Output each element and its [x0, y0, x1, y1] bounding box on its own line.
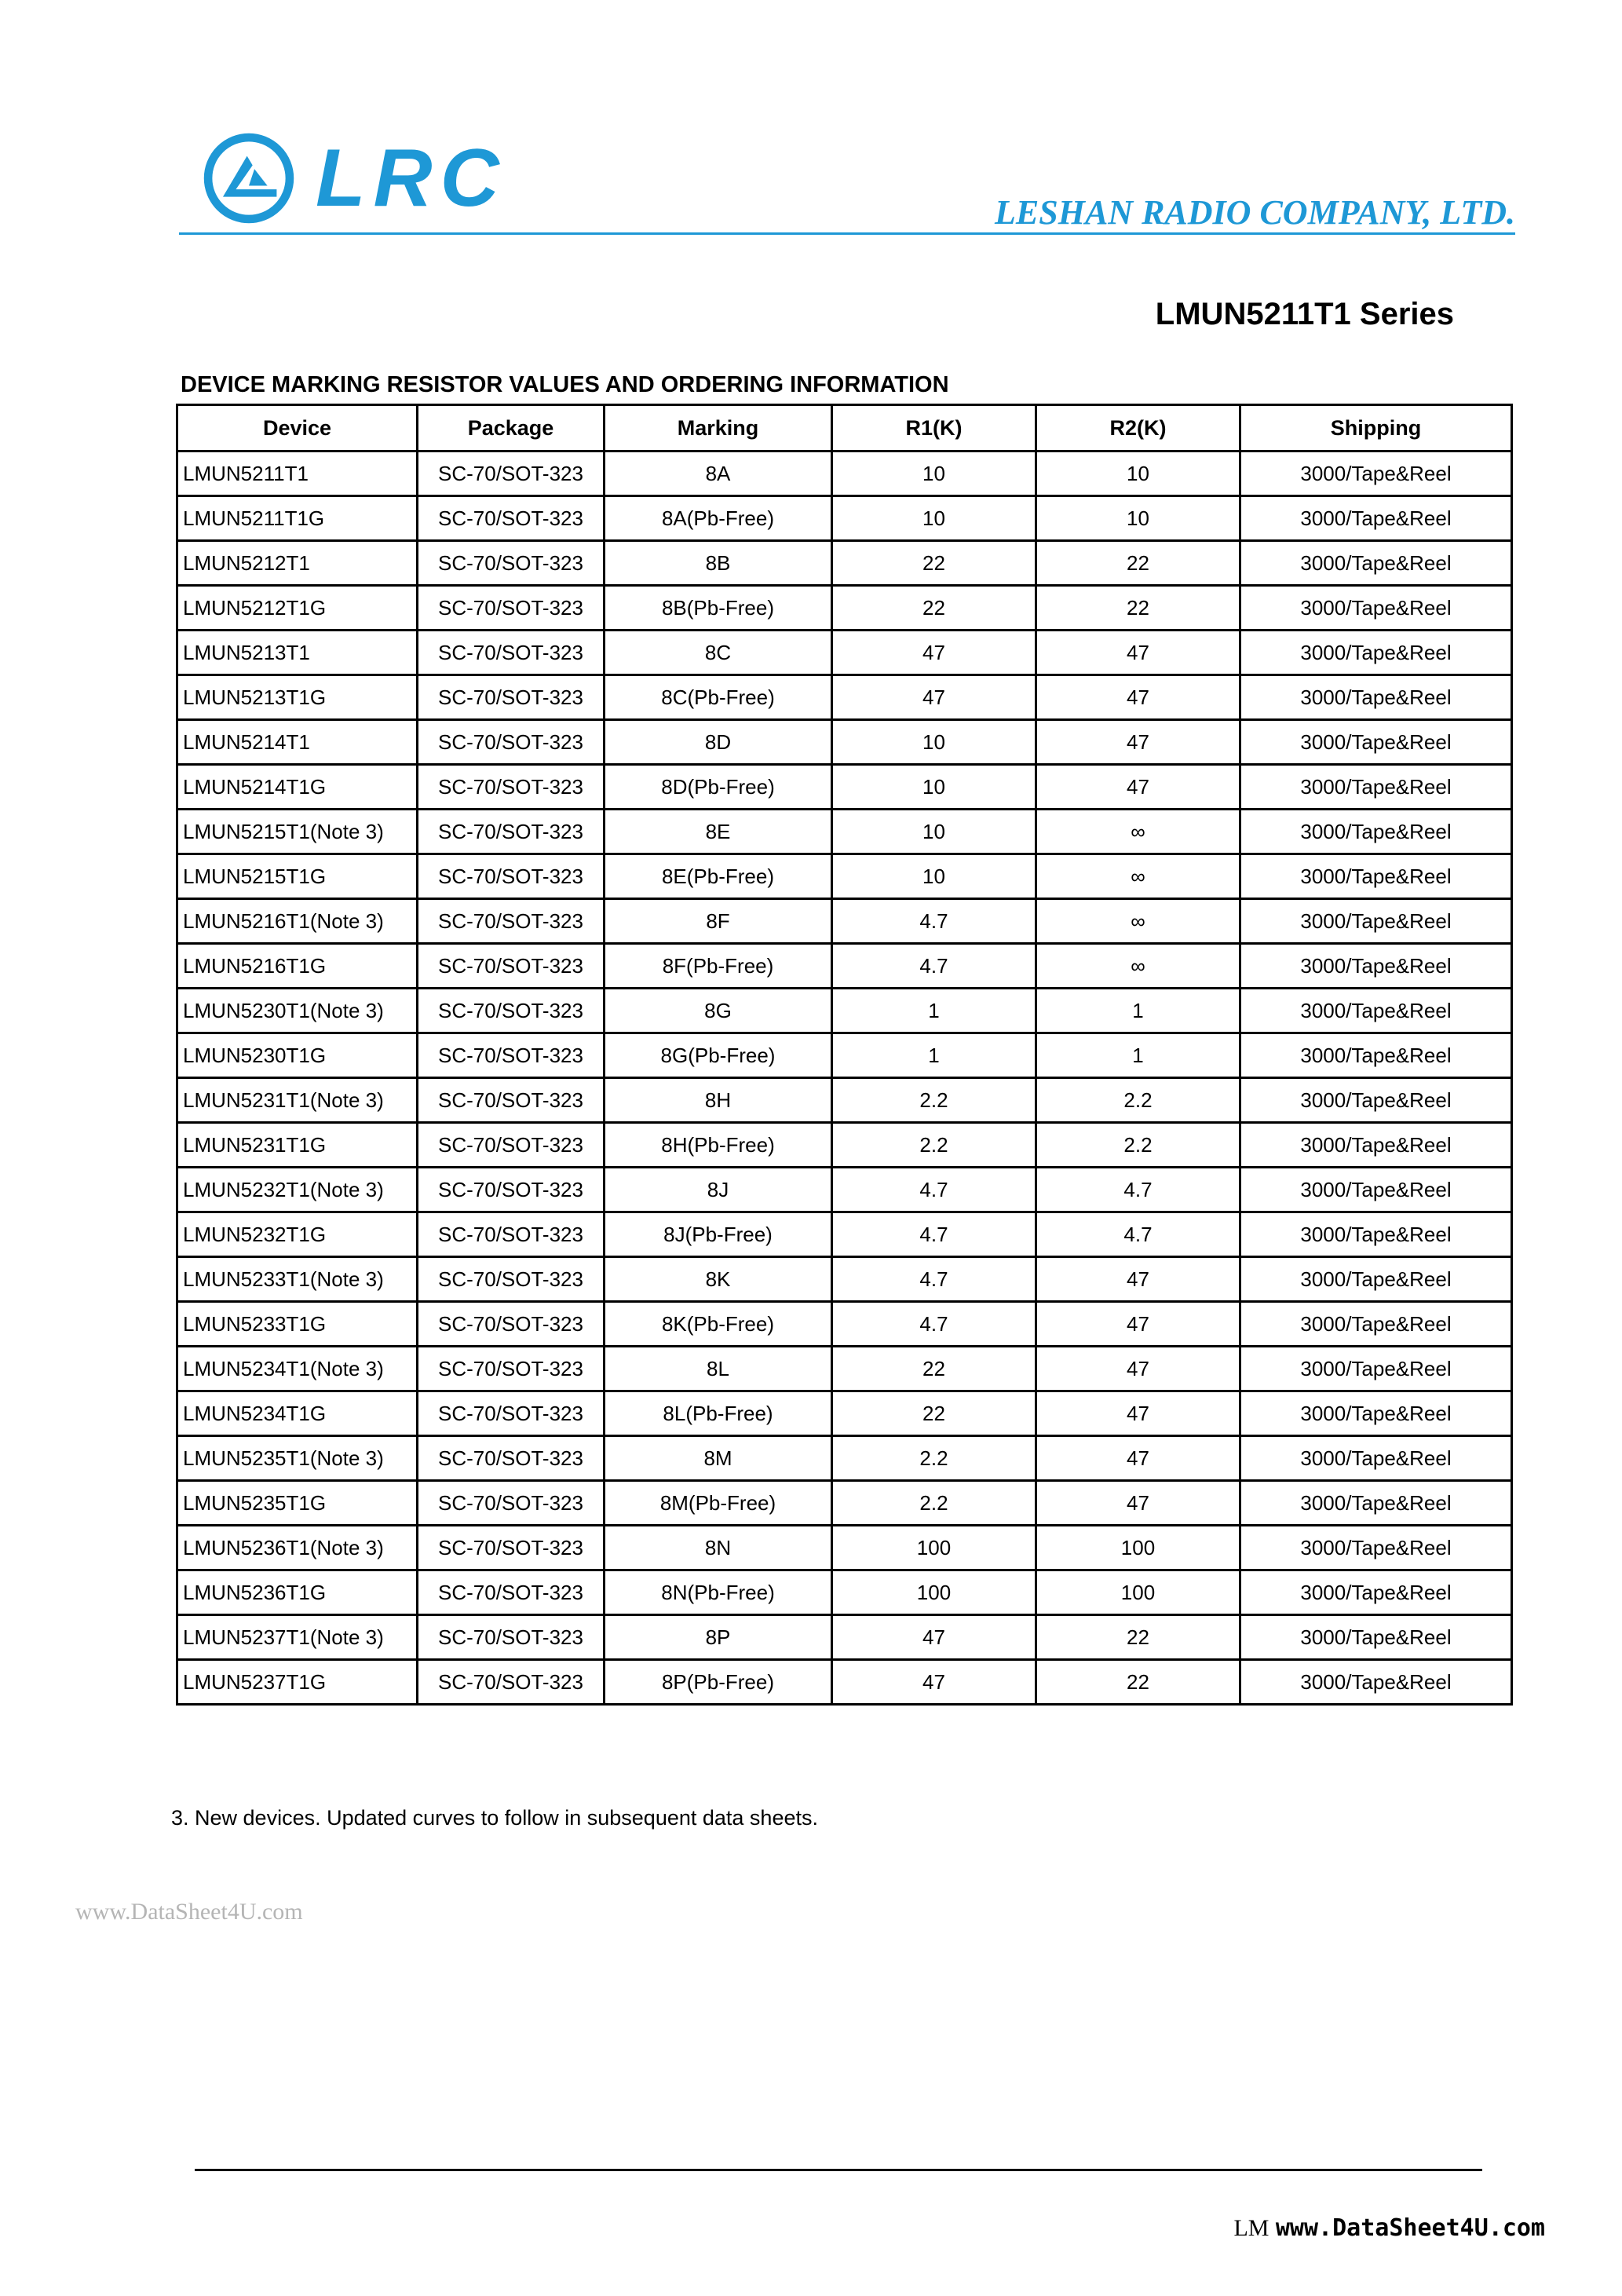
table-cell: 47 [1036, 1436, 1240, 1481]
table-cell: 22 [1036, 1660, 1240, 1705]
table-cell: 3000/Tape&Reel [1240, 452, 1512, 496]
table-cell: 22 [832, 1347, 1036, 1391]
table-cell: 3000/Tape&Reel [1240, 944, 1512, 989]
table-cell: 2.2 [832, 1123, 1036, 1168]
table-cell: SC-70/SOT-323 [418, 1481, 605, 1526]
table-cell: 3000/Tape&Reel [1240, 989, 1512, 1033]
table-cell: 3000/Tape&Reel [1240, 1257, 1512, 1302]
lrc-logo-icon [203, 132, 295, 225]
table-cell: 8G [605, 989, 832, 1033]
table-row [177, 1391, 1512, 1436]
table-cell: 47 [1036, 1302, 1240, 1347]
table-cell: 10 [832, 720, 1036, 765]
company-name: LESHAN RADIO COMPANY, LTD. [995, 193, 1515, 232]
column-header: Marking [605, 405, 832, 452]
table-cell: LMUN5231T1(Note 3) [177, 1078, 418, 1123]
table-cell: 8M(Pb-Free) [605, 1481, 832, 1526]
table-cell: 3000/Tape&Reel [1240, 1660, 1512, 1705]
table-cell: 3000/Tape&Reel [1240, 1302, 1512, 1347]
table-cell: SC-70/SOT-323 [418, 541, 605, 586]
table-cell: 8H [605, 1078, 832, 1123]
table-cell: 100 [832, 1526, 1036, 1570]
table-cell: LMUN5234T1G [177, 1391, 418, 1436]
table-cell: 22 [1036, 1615, 1240, 1660]
table-cell: SC-70/SOT-323 [418, 720, 605, 765]
table-cell: 2.2 [832, 1436, 1036, 1481]
table-cell: LMUN5216T1G [177, 944, 418, 989]
table-row [177, 452, 1512, 496]
table-cell: 8C(Pb-Free) [605, 675, 832, 720]
table-cell: 8G(Pb-Free) [605, 1033, 832, 1078]
table-cell: 10 [1036, 452, 1240, 496]
table-cell: 47 [832, 631, 1036, 675]
table-row [177, 1212, 1512, 1257]
table-cell: 3000/Tape&Reel [1240, 496, 1512, 541]
table-row [177, 854, 1512, 899]
table-row [177, 899, 1512, 944]
logo-wordmark: LRC [316, 133, 507, 224]
table-cell: 47 [1036, 1347, 1240, 1391]
table-cell: 8J(Pb-Free) [605, 1212, 832, 1257]
table-cell: 47 [1036, 631, 1240, 675]
table-cell: 3000/Tape&Reel [1240, 720, 1512, 765]
table-cell: 47 [1036, 720, 1240, 765]
column-header: Device [177, 405, 418, 452]
table-cell: 4.7 [1036, 1212, 1240, 1257]
table-cell: 3000/Tape&Reel [1240, 1033, 1512, 1078]
table-cell: 47 [1036, 1257, 1240, 1302]
table-cell: 8F [605, 899, 832, 944]
table-cell: 22 [832, 1391, 1036, 1436]
column-header: Package [418, 405, 605, 452]
footnote: 3. New devices. Updated curves to follow in subsequent data sheets. [171, 1806, 818, 1830]
header-divider [179, 232, 1515, 235]
table-row [177, 1168, 1512, 1212]
table-cell: LMUN5211T1G [177, 496, 418, 541]
table-cell: 47 [1036, 765, 1240, 810]
table-cell: 3000/Tape&Reel [1240, 586, 1512, 631]
table-row [177, 1078, 1512, 1123]
section-title: DEVICE MARKING RESISTOR VALUES AND ORDERING INFORMATION [181, 372, 949, 397]
table-cell: 1 [1036, 989, 1240, 1033]
table-cell: LMUN5233T1G [177, 1302, 418, 1347]
table-cell: LMUN5237T1(Note 3) [177, 1615, 418, 1660]
table-cell: 3000/Tape&Reel [1240, 1168, 1512, 1212]
table-cell: LMUN5212T1G [177, 586, 418, 631]
table-cell: 2.2 [1036, 1123, 1240, 1168]
table-cell: LMUN5215T1(Note 3) [177, 810, 418, 854]
table-cell: 3000/Tape&Reel [1240, 675, 1512, 720]
table-cell: 3000/Tape&Reel [1240, 1391, 1512, 1436]
table-cell: 4.7 [832, 1257, 1036, 1302]
table-row [177, 631, 1512, 675]
table-cell: 3000/Tape&Reel [1240, 899, 1512, 944]
table-cell: 4.7 [1036, 1168, 1240, 1212]
table-cell: LMUN5236T1(Note 3) [177, 1526, 418, 1570]
table-cell: 2.2 [832, 1481, 1036, 1526]
table-cell: LMUN5235T1G [177, 1481, 418, 1526]
table-cell: 8P [605, 1615, 832, 1660]
table-cell: 10 [832, 854, 1036, 899]
table-cell: 8K [605, 1257, 832, 1302]
table-cell: SC-70/SOT-323 [418, 765, 605, 810]
table-cell: LMUN5232T1(Note 3) [177, 1168, 418, 1212]
table-cell: 10 [832, 765, 1036, 810]
table-cell: 3000/Tape&Reel [1240, 1570, 1512, 1615]
table-cell: 22 [1036, 586, 1240, 631]
table-cell: 1 [832, 1033, 1036, 1078]
table-cell: LMUN5235T1(Note 3) [177, 1436, 418, 1481]
table-cell: LMUN5213T1 [177, 631, 418, 675]
table-cell: SC-70/SOT-323 [418, 810, 605, 854]
table-cell: SC-70/SOT-323 [418, 899, 605, 944]
table-cell: SC-70/SOT-323 [418, 854, 605, 899]
table-cell: 4.7 [832, 1302, 1036, 1347]
table-row [177, 1436, 1512, 1481]
table-cell: 100 [1036, 1526, 1240, 1570]
table-cell: LMUN5214T1 [177, 720, 418, 765]
page-footer [1233, 2214, 1545, 2242]
table-row [177, 810, 1512, 854]
table-cell: 22 [832, 541, 1036, 586]
table-cell: LMUN5234T1(Note 3) [177, 1347, 418, 1391]
table-cell: 47 [1036, 675, 1240, 720]
table-cell: 8E(Pb-Free) [605, 854, 832, 899]
table-row [177, 765, 1512, 810]
table-cell: 8D [605, 720, 832, 765]
table-row [177, 541, 1512, 586]
table-cell: 8J [605, 1168, 832, 1212]
table-cell: 4.7 [832, 944, 1036, 989]
table-cell: 3000/Tape&Reel [1240, 1347, 1512, 1391]
table-cell: 10 [1036, 496, 1240, 541]
table-cell: 8C [605, 631, 832, 675]
column-header: R2(K) [1036, 405, 1240, 452]
table-cell: 3000/Tape&Reel [1240, 1123, 1512, 1168]
table-cell: 8F(Pb-Free) [605, 944, 832, 989]
table-cell: SC-70/SOT-323 [418, 1391, 605, 1436]
company-logo [203, 132, 507, 225]
table-row [177, 1570, 1512, 1615]
table-row [177, 1660, 1512, 1705]
table-cell: 10 [832, 496, 1036, 541]
table-row [177, 1033, 1512, 1078]
table-cell: 100 [1036, 1570, 1240, 1615]
table-cell: 3000/Tape&Reel [1240, 1436, 1512, 1481]
table-cell: SC-70/SOT-323 [418, 1302, 605, 1347]
table-cell: 8K(Pb-Free) [605, 1302, 832, 1347]
table-cell: SC-70/SOT-323 [418, 1033, 605, 1078]
table-row [177, 1526, 1512, 1570]
table-cell: SC-70/SOT-323 [418, 1615, 605, 1660]
table-row [177, 1302, 1512, 1347]
table-cell: 3000/Tape&Reel [1240, 1526, 1512, 1570]
table-cell: LMUN5216T1(Note 3) [177, 899, 418, 944]
table-cell: SC-70/SOT-323 [418, 675, 605, 720]
table-cell: 8H(Pb-Free) [605, 1123, 832, 1168]
table-cell: SC-70/SOT-323 [418, 989, 605, 1033]
table-cell: SC-70/SOT-323 [418, 1078, 605, 1123]
table-cell: 8L(Pb-Free) [605, 1391, 832, 1436]
table-cell: ∞ [1036, 810, 1240, 854]
table-cell: SC-70/SOT-323 [418, 1436, 605, 1481]
table-row [177, 1481, 1512, 1526]
table-cell: 3000/Tape&Reel [1240, 765, 1512, 810]
table-cell: SC-70/SOT-323 [418, 1660, 605, 1705]
table-cell: SC-70/SOT-323 [418, 944, 605, 989]
table-row [177, 1347, 1512, 1391]
table-cell: LMUN5213T1G [177, 675, 418, 720]
table-cell: SC-70/SOT-323 [418, 1526, 605, 1570]
table-cell: 3000/Tape&Reel [1240, 1615, 1512, 1660]
table-row [177, 720, 1512, 765]
table-cell: SC-70/SOT-323 [418, 1347, 605, 1391]
table-cell: 47 [832, 675, 1036, 720]
table-cell: LMUN5215T1G [177, 854, 418, 899]
table-cell: 10 [832, 810, 1036, 854]
table-row [177, 1123, 1512, 1168]
table-cell: 8N(Pb-Free) [605, 1570, 832, 1615]
column-header: Shipping [1240, 405, 1512, 452]
table-cell: 8P(Pb-Free) [605, 1660, 832, 1705]
table-cell: 8L [605, 1347, 832, 1391]
table-cell: 2.2 [832, 1078, 1036, 1123]
table-cell: SC-70/SOT-323 [418, 452, 605, 496]
table-cell: 10 [832, 452, 1036, 496]
footer-site: www.DataSheet4U.com [1275, 2214, 1545, 2242]
footer-page-ref: LM [1233, 2215, 1269, 2241]
table-cell: SC-70/SOT-323 [418, 1123, 605, 1168]
ordering-info-table [176, 404, 1513, 1706]
table-cell: 8A [605, 452, 832, 496]
table-cell: 1 [1036, 1033, 1240, 1078]
table-cell: LMUN5231T1G [177, 1123, 418, 1168]
table-cell: LMUN5211T1 [177, 452, 418, 496]
table-cell: 3000/Tape&Reel [1240, 1481, 1512, 1526]
table-cell: LMUN5212T1 [177, 541, 418, 586]
series-title: LMUN5211T1 Series [1155, 297, 1454, 331]
table-cell: SC-70/SOT-323 [418, 1212, 605, 1257]
table-cell: 8D(Pb-Free) [605, 765, 832, 810]
table-cell: SC-70/SOT-323 [418, 496, 605, 541]
table-cell: LMUN5230T1G [177, 1033, 418, 1078]
table-cell: 100 [832, 1570, 1036, 1615]
table-cell: LMUN5214T1G [177, 765, 418, 810]
table-cell: ∞ [1036, 899, 1240, 944]
table-row [177, 1615, 1512, 1660]
table-cell: LMUN5233T1(Note 3) [177, 1257, 418, 1302]
table-cell: ∞ [1036, 854, 1240, 899]
table-cell: 3000/Tape&Reel [1240, 854, 1512, 899]
table-cell: 47 [1036, 1391, 1240, 1436]
footer-divider [195, 2169, 1482, 2171]
table-cell: SC-70/SOT-323 [418, 1168, 605, 1212]
table-cell: 3000/Tape&Reel [1240, 631, 1512, 675]
table-cell: 22 [832, 586, 1036, 631]
table-row [177, 944, 1512, 989]
table-cell: 3000/Tape&Reel [1240, 541, 1512, 586]
table-header-row [177, 405, 1512, 452]
table-cell: 22 [1036, 541, 1240, 586]
table-cell: 8B(Pb-Free) [605, 586, 832, 631]
table-cell: ∞ [1036, 944, 1240, 989]
table-cell: SC-70/SOT-323 [418, 631, 605, 675]
table-cell: 3000/Tape&Reel [1240, 810, 1512, 854]
table-row [177, 1257, 1512, 1302]
table-cell: 47 [832, 1615, 1036, 1660]
table-cell: 8E [605, 810, 832, 854]
table-cell: 2.2 [1036, 1078, 1240, 1123]
table-cell: LMUN5237T1G [177, 1660, 418, 1705]
table-row [177, 586, 1512, 631]
table-row [177, 675, 1512, 720]
table-cell: 4.7 [832, 1168, 1036, 1212]
table-cell: 8N [605, 1526, 832, 1570]
table-cell: SC-70/SOT-323 [418, 586, 605, 631]
table-cell: 8A(Pb-Free) [605, 496, 832, 541]
column-header: R1(K) [832, 405, 1036, 452]
table-cell: 1 [832, 989, 1036, 1033]
table-cell: 8M [605, 1436, 832, 1481]
table-cell: LMUN5236T1G [177, 1570, 418, 1615]
table-body [177, 452, 1512, 1705]
table-row [177, 496, 1512, 541]
table-cell: SC-70/SOT-323 [418, 1570, 605, 1615]
table-row [177, 989, 1512, 1033]
table-cell: SC-70/SOT-323 [418, 1257, 605, 1302]
table-cell: 47 [832, 1660, 1036, 1705]
watermark: www.DataSheet4U.com [75, 1899, 303, 1925]
table-cell: LMUN5232T1G [177, 1212, 418, 1257]
table-cell: 4.7 [832, 899, 1036, 944]
table-cell: LMUN5230T1(Note 3) [177, 989, 418, 1033]
table-cell: 47 [1036, 1481, 1240, 1526]
table-cell: 3000/Tape&Reel [1240, 1212, 1512, 1257]
table-cell: 4.7 [832, 1212, 1036, 1257]
table-cell: 3000/Tape&Reel [1240, 1078, 1512, 1123]
table-cell: 8B [605, 541, 832, 586]
